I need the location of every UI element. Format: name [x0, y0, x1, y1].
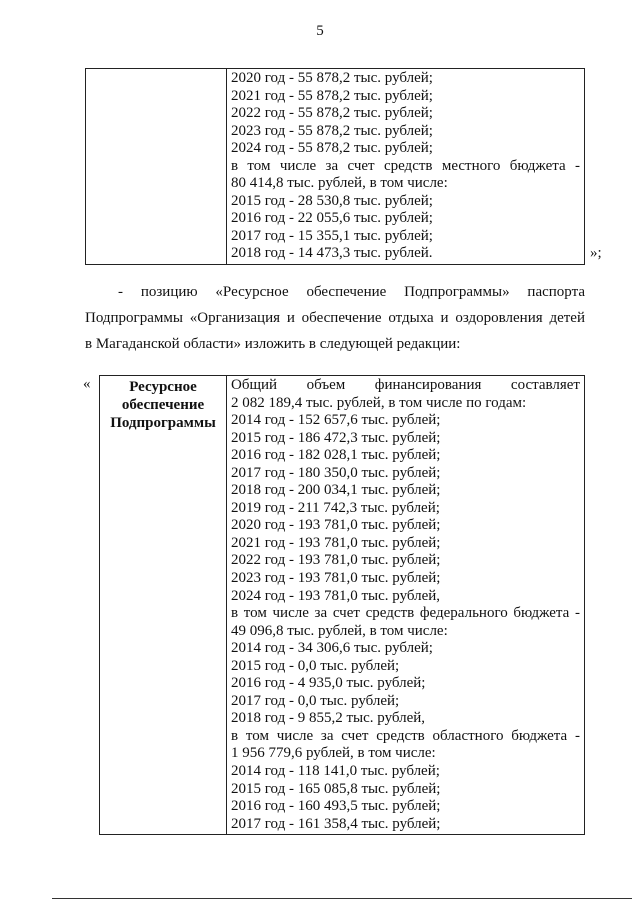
- resource-line: в том числе за счет средств областного бюджета -: [231, 727, 580, 744]
- resource-label-line: Подпрограммы: [110, 415, 216, 431]
- resource-line: 2024 год - 193 781,0 тыс. рублей,: [231, 587, 441, 604]
- funding-line: 2020 год - 55 878,2 тыс. рублей;: [231, 70, 433, 86]
- resource-line: 2017 год - 180 350,0 тыс. рублей;: [231, 464, 441, 481]
- resource-line: 1 956 779,6 рублей, в том числе:: [231, 745, 436, 762]
- funding-line: 2018 год - 14 473,3 тыс. рублей.: [231, 245, 433, 262]
- resource-line: 49 096,8 тыс. рублей, в том числе:: [231, 622, 448, 639]
- instruction-paragraph: [85, 279, 585, 357]
- resource-line: в том числе за счет средств федерального бюджета -: [231, 605, 580, 622]
- resource-line: 2016 год - 160 493,5 тыс. рублей;: [231, 798, 441, 815]
- resource-line: 2014 год - 118 141,0 тыс. рублей;: [231, 763, 440, 780]
- paragraph-line: Подпрограммы «Организация и обеспечение отдыха и оздоровления детей: [85, 310, 585, 326]
- resource-line: 2019 год - 211 742,3 тыс. рублей;: [231, 499, 440, 516]
- resource-label-line: Ресурсное: [129, 379, 197, 395]
- resource-line: 2017 год - 0,0 тыс. рублей;: [231, 692, 400, 709]
- funding-line: 2015 год - 28 530,8 тыс. рублей;: [231, 192, 433, 209]
- resource-line: 2021 год - 193 781,0 тыс. рублей;: [231, 534, 441, 551]
- page-bottom-rule: [52, 898, 632, 899]
- resource-line: 2015 год - 186 472,3 тыс. рублей;: [231, 429, 441, 446]
- resource-line: 2014 год - 34 306,6 тыс. рублей;: [231, 640, 433, 657]
- funding-line: 80 414,8 тыс. рублей, в том числе:: [231, 175, 448, 192]
- resource-values-cell: [227, 376, 585, 835]
- resource-line: 2 082 189,4 тыс. рублей, в том числе по годам:: [231, 394, 527, 411]
- page-number: 5: [316, 23, 324, 39]
- paragraph-line: - позицию «Ресурсное обеспечение Подпрограммы» паспорта: [118, 284, 585, 300]
- funding-lines: [227, 69, 584, 264]
- resource-provision-table: [99, 375, 585, 835]
- resource-label-cell: [100, 376, 227, 835]
- paragraph-line: в Магаданской области» изложить в следующей редакции:: [85, 336, 461, 352]
- resource-line: 2018 год - 200 034,1 тыс. рублей;: [231, 482, 441, 499]
- closing-quote-mark: »;: [590, 245, 602, 261]
- funding-line: 2023 год - 55 878,2 тыс. рублей;: [231, 122, 433, 139]
- funding-table-continuation: [85, 68, 585, 265]
- empty-label-cell: [86, 69, 227, 265]
- funding-line: в том числе за счет средств местного бюджета -: [231, 157, 580, 174]
- resource-lines: [227, 376, 584, 834]
- resource-line: 2018 год - 9 855,2 тыс. рублей,: [231, 710, 426, 727]
- resource-line: Общий объем финансирования составляет: [231, 377, 580, 393]
- resource-line: 2016 год - 182 028,1 тыс. рублей;: [231, 447, 441, 464]
- funding-line: 2016 год - 22 055,6 тыс. рублей;: [231, 210, 433, 227]
- table-row: [86, 69, 585, 265]
- resource-label-line: обеспечение: [121, 397, 205, 413]
- resource-line: 2015 год - 0,0 тыс. рублей;: [231, 657, 400, 674]
- resource-line: 2014 год - 152 657,6 тыс. рублей;: [231, 412, 441, 429]
- resource-line: 2020 год - 193 781,0 тыс. рублей;: [231, 517, 441, 534]
- funding-line: 2021 год - 55 878,2 тыс. рублей;: [231, 87, 433, 104]
- funding-line: 2024 год - 55 878,2 тыс. рублей;: [231, 140, 433, 157]
- resource-line: 2022 год - 193 781,0 тыс. рублей;: [231, 552, 441, 569]
- funding-values-cell: [227, 69, 585, 265]
- funding-line: 2017 год - 15 355,1 тыс. рублей;: [231, 227, 433, 244]
- resource-line: 2015 год - 165 085,8 тыс. рублей;: [231, 780, 441, 797]
- resource-line: 2017 год - 161 358,4 тыс. рублей;: [231, 815, 441, 832]
- funding-line: 2022 год - 55 878,2 тыс. рублей;: [231, 105, 433, 122]
- table-row: [100, 376, 585, 835]
- resource-line: 2023 год - 193 781,0 тыс. рублей;: [231, 570, 441, 587]
- opening-quote-mark: «: [83, 376, 91, 392]
- resource-line: 2016 год - 4 935,0 тыс. рублей;: [231, 675, 426, 692]
